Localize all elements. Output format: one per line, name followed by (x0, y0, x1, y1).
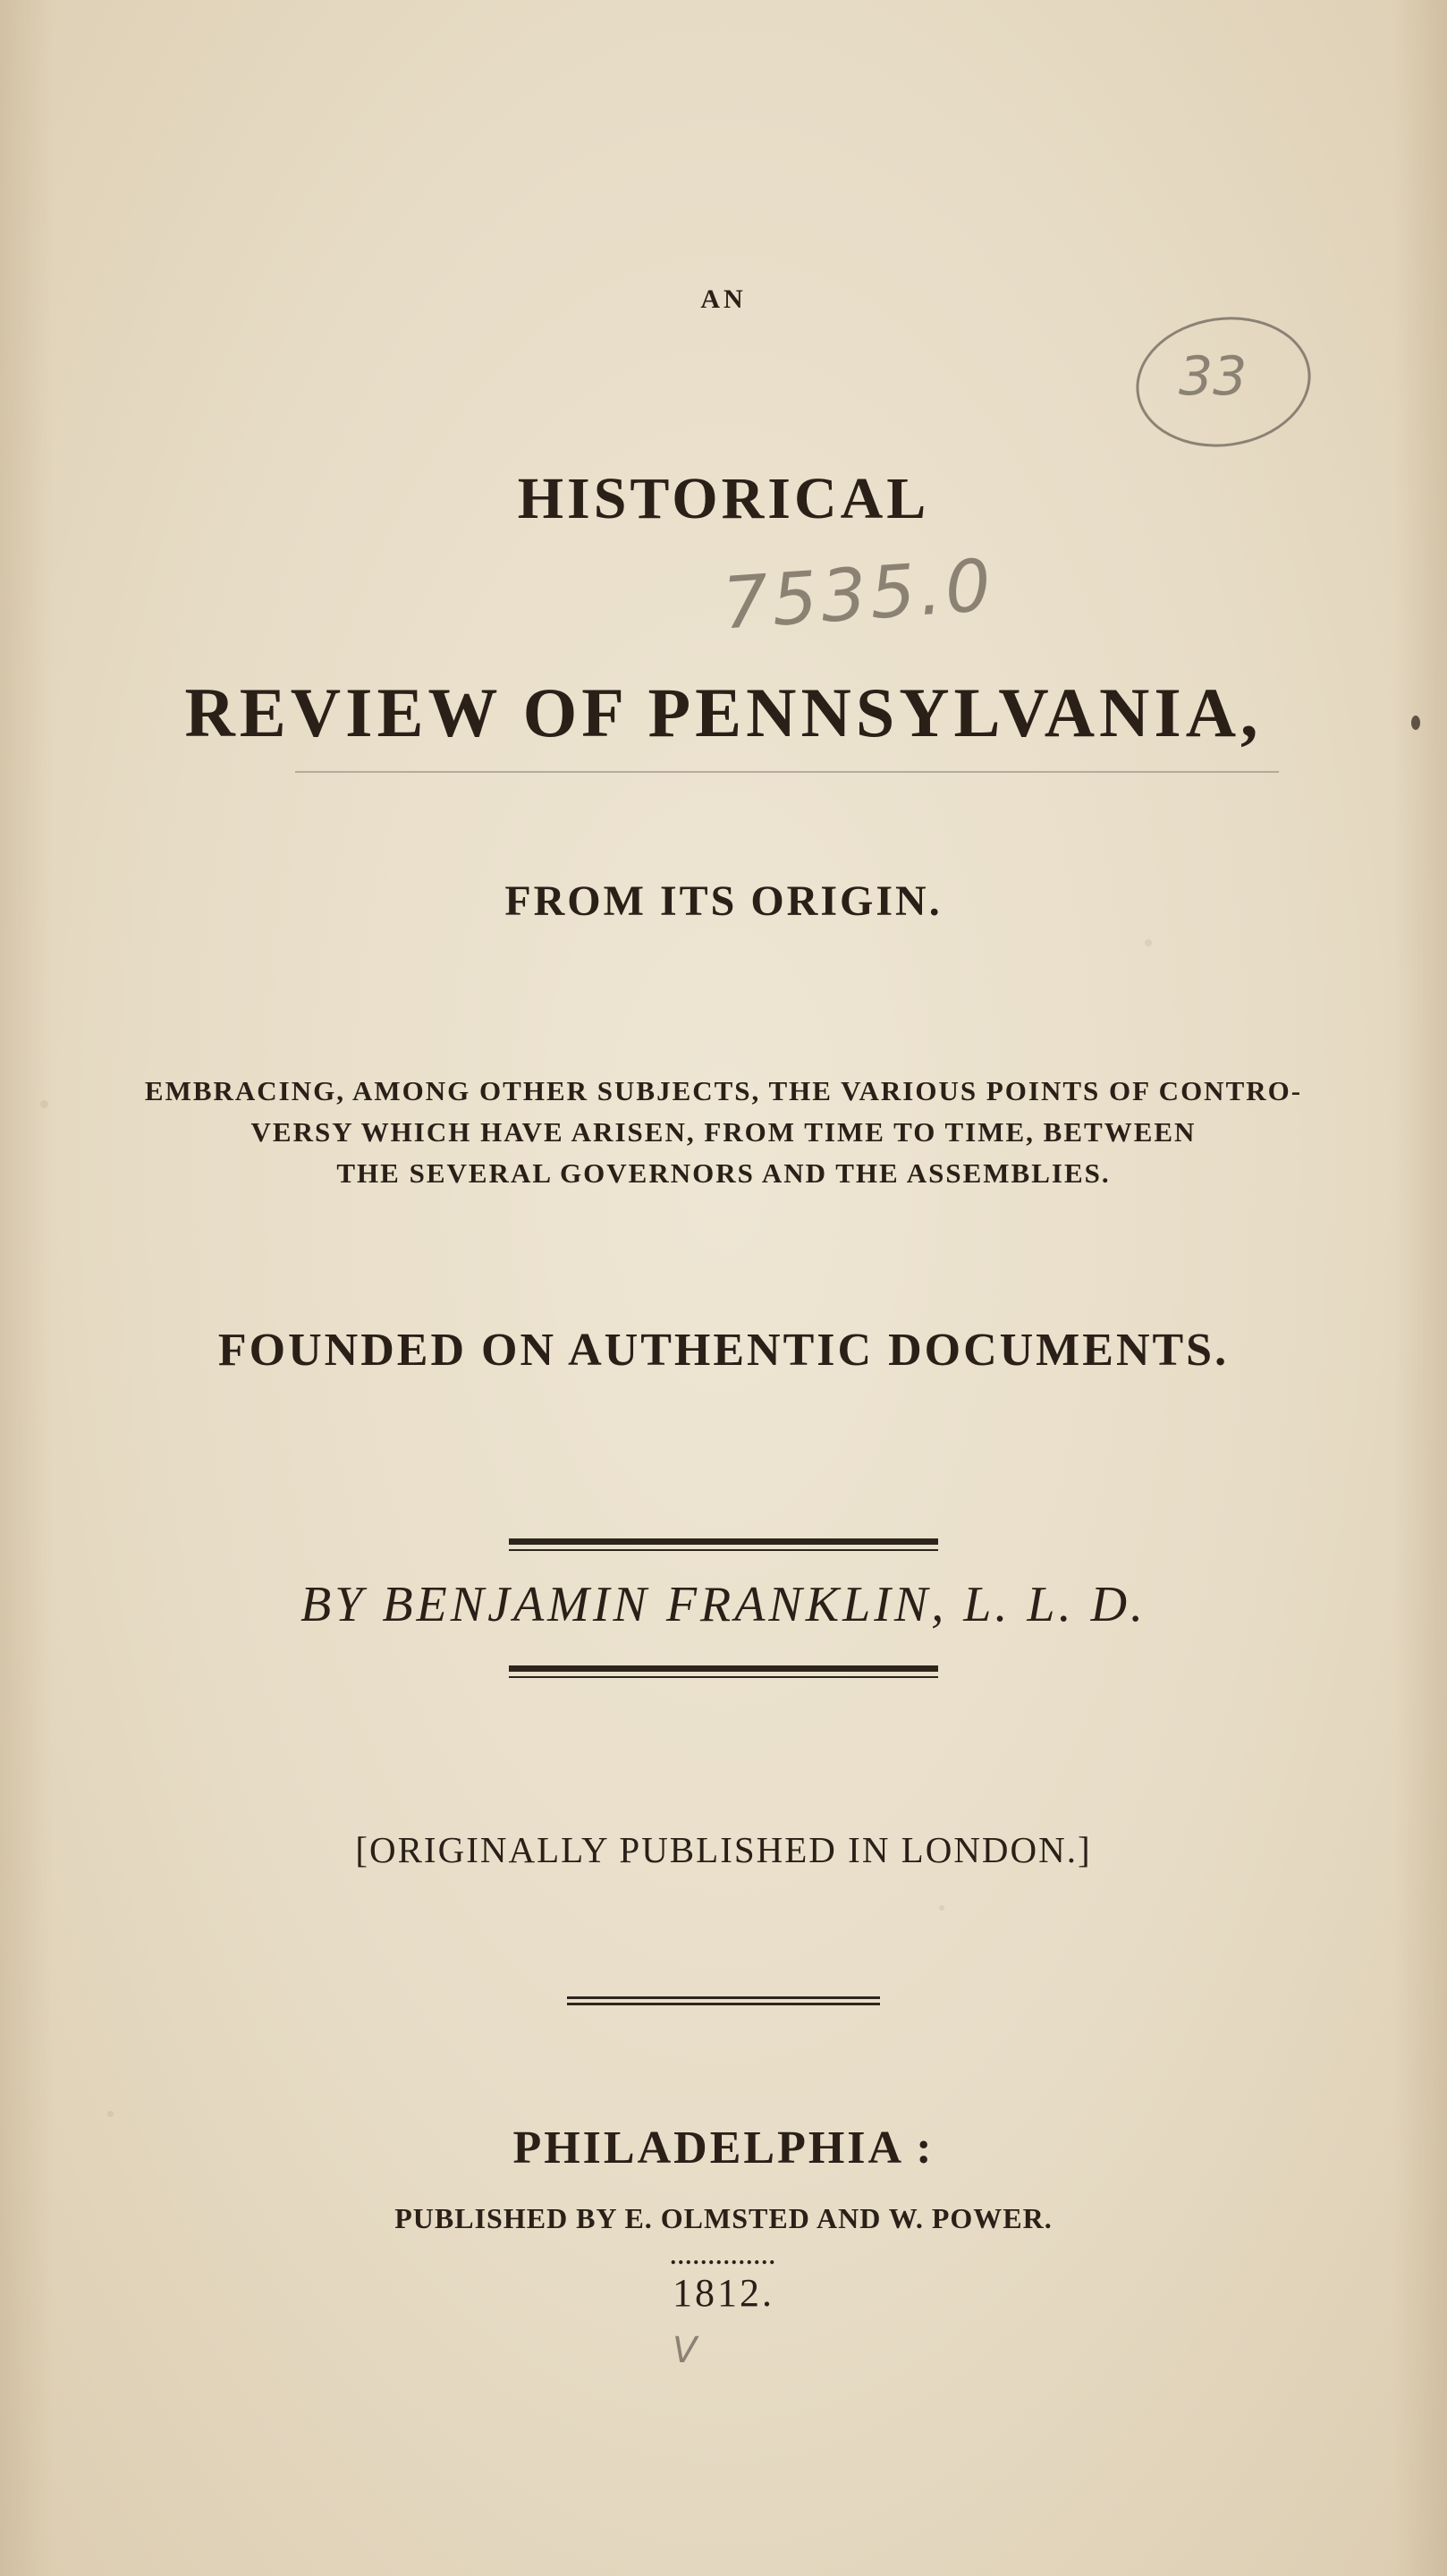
original-publication-note: [ORIGINALLY PUBLISHED IN LONDON.] (355, 1829, 1092, 1870)
subtitle-line: VERSY WHICH HAVE ARISEN, FROM TIME TO TIME, BETWEEN (250, 1116, 1197, 1148)
left-edge-shade (0, 0, 54, 2576)
rule-above-imprint (567, 1996, 880, 2005)
foxing-spot (1145, 939, 1152, 946)
rule-above-author (509, 1538, 938, 1551)
pencil-underline (295, 771, 1279, 773)
imprint-city: PHILADELPHIA : (512, 2123, 935, 2174)
rule-below-author (509, 1665, 938, 1678)
title-line-historical: HISTORICAL (517, 466, 930, 531)
right-edge-shade (1393, 0, 1447, 2576)
foxing-spot (939, 1905, 944, 1911)
subtitle-line: EMBRACING, AMONG OTHER SUBJECTS, THE VARIOUS POINTS OF CONTRO- (144, 1075, 1303, 1106)
subtitle-line: THE SEVERAL GOVERNORS AND THE ASSEMBLIES. (336, 1157, 1111, 1189)
title-article: AN (700, 284, 747, 314)
imprint-dot-leader: .............. (670, 2243, 777, 2269)
pencil-reference-number: 33 (1179, 345, 1248, 408)
title-line-origin: FROM ITS ORIGIN. (504, 877, 943, 925)
imprint-year: 1812. (673, 2271, 774, 2315)
pencil-catalog-number: 7535.0 (720, 543, 997, 646)
foxing-spot (107, 2111, 114, 2117)
founded-statement: FOUNDED ON AUTHENTIC DOCUMENTS. (217, 1325, 1230, 1376)
imprint-publisher: PUBLISHED BY E. OLMSTED AND W. POWER. (394, 2202, 1053, 2234)
pencil-tick-mark: V (673, 2330, 698, 2371)
title-line-review: REVIEW OF PENNSYLVANIA, (184, 674, 1263, 751)
author-line: BY BENJAMIN FRANKLIN, L. L. D. (300, 1577, 1147, 1632)
